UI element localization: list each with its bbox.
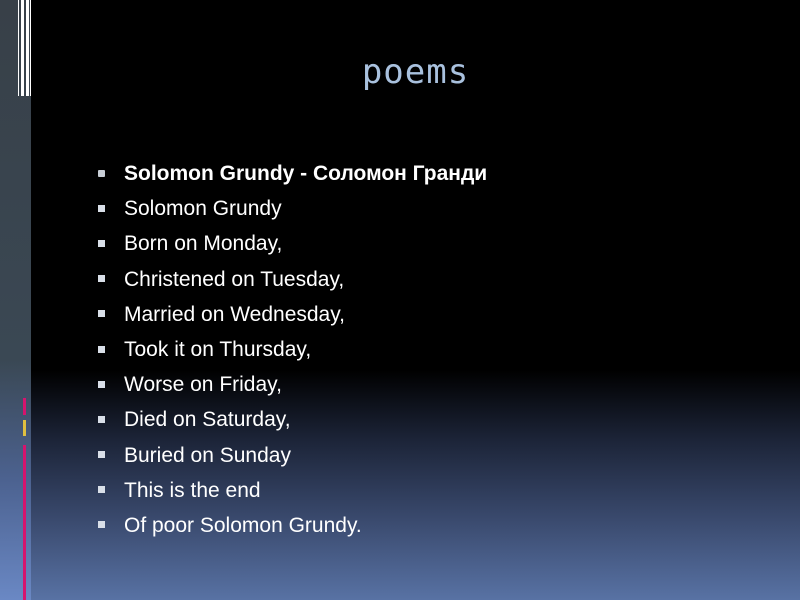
square-bullet-icon xyxy=(98,521,105,528)
square-bullet-icon xyxy=(98,416,105,423)
square-bullet-icon xyxy=(98,275,105,282)
poem-line-item xyxy=(94,508,774,543)
poem-line-text: Solomon Grundy - Соломон Гранди xyxy=(124,162,488,185)
poem-line-item xyxy=(94,297,774,332)
poem-line-text: Born on Monday, xyxy=(124,232,283,256)
square-bullet-icon xyxy=(98,170,105,177)
poem-line-text: Worse on Friday, xyxy=(124,373,282,397)
poem-line-text: Solomon Grundy xyxy=(124,197,282,221)
poem-line-item xyxy=(94,402,774,437)
square-bullet-icon xyxy=(98,240,105,247)
poem-line-text: Christened on Tuesday, xyxy=(124,267,345,291)
square-bullet-icon xyxy=(98,205,105,212)
poem-line-item xyxy=(94,473,774,508)
poem-line-item xyxy=(94,226,774,261)
square-bullet-icon xyxy=(98,346,105,353)
poem-bullet-list xyxy=(94,156,774,543)
square-bullet-icon xyxy=(98,381,105,388)
poem-line-item xyxy=(94,191,774,226)
poem-line-text: Married on Wednesday, xyxy=(124,302,346,326)
poem-heading-item xyxy=(94,156,774,191)
poem-line-text: This is the end xyxy=(124,478,261,502)
poem-line-item xyxy=(94,438,774,473)
slide-title: poems xyxy=(361,52,470,92)
poem-line-item xyxy=(94,332,774,367)
square-bullet-icon xyxy=(98,310,105,317)
poem-line-text: Of poor Solomon Grundy. xyxy=(124,513,362,537)
square-bullet-icon xyxy=(98,451,105,458)
poem-line-text: Buried on Sunday xyxy=(124,443,291,467)
square-bullet-icon xyxy=(98,486,105,493)
poem-line-item xyxy=(94,367,774,402)
left-decorative-stripes xyxy=(0,0,31,600)
poem-line-item xyxy=(94,262,774,297)
poem-line-text: Took it on Thursday, xyxy=(124,337,312,361)
poem-line-text: Died on Saturday, xyxy=(124,408,291,432)
